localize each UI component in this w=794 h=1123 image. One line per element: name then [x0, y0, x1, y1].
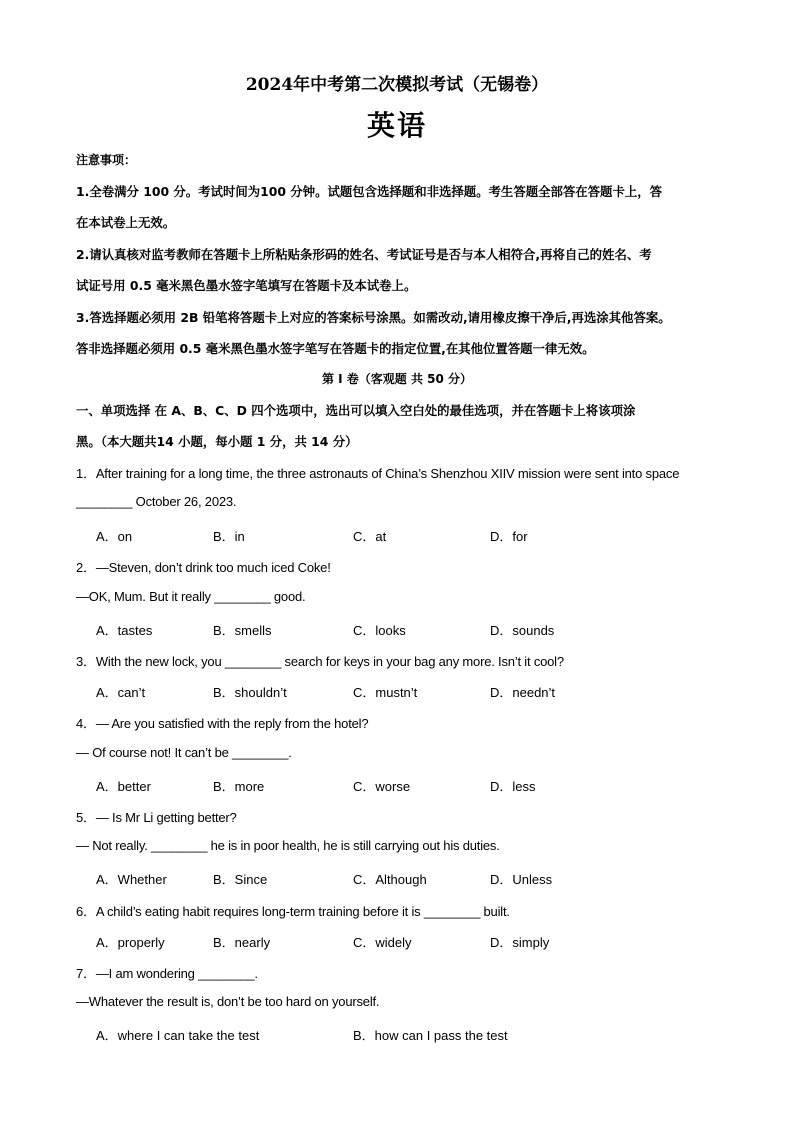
- question-6-stem: 6．A child’s eating habit requires long-term training before it is ________ built.: [76, 904, 510, 919]
- notice-line: 试证号用 0.5 毫米黑色墨水签字笔填写在答题卡及本试卷上。: [76, 278, 417, 293]
- option-d: D．less: [490, 779, 536, 794]
- question-4-stem: 4．— Are you satisfied with the reply from the hotel?: [76, 716, 369, 731]
- question-1-stem: 1．After training for a long time, the three astronauts of China’s Shenzhou XIIV mission were sent into space: [76, 466, 680, 481]
- option-c: C．Although: [353, 872, 427, 887]
- option-a: A．better: [96, 779, 151, 794]
- exam-title: 2024年中考第二次模拟考试（无锡卷）: [245, 75, 549, 95]
- notice-line: 2.请认真核对监考教师在答题卡上所粘贴条形码的姓名、考试证号是否与本人相符合,再将自己的姓名、考: [76, 247, 652, 262]
- option-d: D．simply: [490, 935, 550, 950]
- question-7-stem: —Whatever the result is, don’t be too hard on yourself.: [76, 994, 380, 1009]
- option-d: D．sounds: [490, 623, 555, 638]
- option-a: A．on: [96, 529, 133, 544]
- option-d: D．for: [490, 529, 528, 544]
- section-title: 第 I 卷（客观题 共 50 分）: [321, 372, 473, 386]
- question-5-stem: — Not really. ________ he is in poor health, he is still carrying out his duties.: [76, 838, 500, 853]
- option-a: A．where I can take the test: [96, 1028, 260, 1043]
- option-a: A．properly: [96, 935, 165, 950]
- part-instructions: 一、单项选择 在 A、B、C、D 四个选项中，选出可以填入空白处的最佳选项，并在答题卡上将该项涂: [76, 403, 636, 418]
- subject-title: 英语: [366, 109, 427, 142]
- question-5-stem: 5．— Is Mr Li getting better?: [76, 810, 237, 825]
- question-2-stem: 2．—Steven, don’t drink too much iced Coke!: [76, 560, 331, 575]
- option-b: B．nearly: [213, 935, 271, 950]
- option-a: A．Whether: [96, 872, 167, 887]
- question-2-stem: —OK, Mum. But it really ________ good.: [76, 589, 306, 604]
- notice-line: 答非选择题必须用 0.5 毫米黑色墨水签字笔写在答题卡的指定位置,在其他位置答题一律无效。: [76, 341, 595, 356]
- option-d: D．Unless: [490, 872, 553, 887]
- notice-line: 在本试卷上无效。: [76, 215, 176, 230]
- option-c: C．widely: [353, 935, 412, 950]
- option-c: C．worse: [353, 779, 411, 794]
- option-c: C．looks: [353, 623, 406, 638]
- option-b: B．Since: [213, 872, 268, 887]
- notice-heading: 注意事项：: [76, 153, 137, 167]
- notice-line: 3.答选择题必须用 2B 铅笔将答题卡上对应的答案标号涂黑。如需改动,请用橡皮擦干净后,再选涂其他答案。: [76, 310, 671, 325]
- notice-line: 1.全卷满分 100 分。考试时间为100 分钟。试题包含选择题和非选择题。考生答题全部答在答题卡上，答: [76, 184, 663, 199]
- option-b: B．shouldn’t: [213, 685, 287, 700]
- question-4-stem: — Of course not! It can’t be ________.: [76, 745, 292, 760]
- option-c: C．mustn’t: [353, 685, 418, 700]
- option-d: D．needn’t: [490, 685, 556, 700]
- option-b: B．smells: [213, 623, 272, 638]
- option-b: B．in: [213, 529, 245, 544]
- option-b: B．more: [213, 779, 265, 794]
- question-7-stem: 7．—I am wondering ________.: [76, 966, 258, 981]
- option-a: A．can’t: [96, 685, 146, 700]
- question-3-stem: 3．With the new lock, you ________ search for keys in your bag any more. Isn’t it cool?: [76, 654, 564, 669]
- option-c: C．at: [353, 529, 387, 544]
- option-a: A．tastes: [96, 623, 153, 638]
- question-1-stem: ________ October 26, 2023.: [76, 494, 237, 509]
- part-instructions: 黑。（本大题共14 小题，每小题 1 分，共 14 分）: [76, 434, 358, 449]
- option-b: B．how can I pass the test: [353, 1028, 508, 1043]
